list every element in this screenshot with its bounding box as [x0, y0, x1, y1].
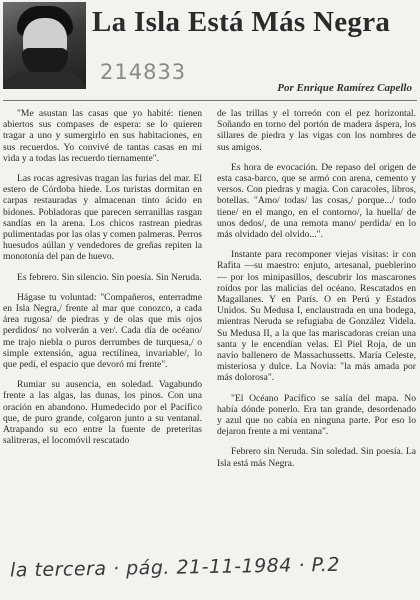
paragraph: Instante para recomponer viejas visitas: ir con Rafita —su maestro: enjuto, artesanal, pueblerino— por los minipasillos, descubrir los mascarones roídos por las malicias del océano. Rescatados en Magallanes. Y en París. O en Perú y Estados Unidos. Su Medusa I, enclaustrada en una bodega, mientras Neruda se refugiaba de González Videla. Su Medusa II, a la que las mariscadoras creían una santa y le encendían velas. El Piel Roja, de un navío ballenero de Massachussetts. María Celeste, misteriosa y dulce. La Novia: "la más amada por más dolorosa".: [217, 249, 416, 384]
handwritten-annotation: la tercera · pág. 21-11-1984 · P.2: [9, 553, 341, 582]
paragraph: "Me asustan las casas que yo habité: tienen abiertos sus compases de espera: se lo quieren tragar a uno y sumergirlo en sus habitaciones, en sus recuerdos. Yo convivé de tantas casas en mi vida y a todas las recuerdo tiernamente".: [3, 108, 202, 164]
paragraph: Las rocas agresivas tragan las furias del mar. El estero de Córdoba hiede. Los turistas dormitan en carpas restauradas y almacenan tinto ácido en bidones. Pobladoras que parecen serranillas rasgan sandías en la arena. Los chicos rastrean piedras pulimentadas por las olas y comen palmeras. Perros huesudos aúllan y vendedores de greñas repiten la monotonía del pan de huevo.: [3, 173, 202, 263]
author-photo: [3, 2, 86, 89]
paragraph: Hágase tu voluntad: "Compañeros, enterradme en Isla Negra,/ frente al mar que conozco, a cada área rugosa/ de piedras y de olas que mis ojos perdidos/ no volverán a ver/. Cada día de océano/ me trajo niebla o puros derrumbes de turquesa,/ o simple extensión, agua rectilínea, invariable/, lo que pedí, el espacio que devoró mi frente".: [3, 291, 202, 371]
column-right: [217, 108, 416, 475]
header-divider: [3, 100, 417, 101]
article-title: La Isla Está Más Negra: [92, 6, 391, 38]
filing-number-stamp: 214833: [100, 60, 187, 84]
paragraph: Es hora de evocación. De repaso del origen de esta casa-barco, que se armó con arena, cemento y versos. Con piedras y magia. Con caracoles, libros, botellas. "Amo/ todas/ las cosas,/ porque.../ todo tiene/ en el mango, en el contorno/, la huella/ de unos dedos/, de una remota mano/ perdida/ en lo más olvidado del olvido...".: [217, 161, 416, 241]
paragraph: de las trillas y el torreón con el pez horizontal. Soñando en torno del portón de madera áspera, los sillares de piedra y las vigas con los nombres de sus amigos.: [217, 108, 416, 153]
paragraph: Febrero sin Neruda. Sin soledad. Sin poesía. La Isla está más Negra.: [217, 446, 416, 469]
paragraph: Rumiar su ausencia, en soledad. Vagabundo frente a las algas, las dunas, los pinos. Con una oración en abandono. Humedecido por el Pacífico que, de puro grande, colgaron junto a su ventanal. Atrapando su eco entre la fuente de preteritas salitreras, el locomóvil rescatado: [3, 379, 202, 447]
column-left: [3, 108, 202, 455]
paragraph: Es febrero. Sin silencio. Sin poesía. Sin Neruda.: [17, 271, 202, 283]
article-byline: Por Enrique Ramírez Capello: [277, 82, 412, 94]
paragraph: "El Océano Pacífico se salía del mapa. No había dónde ponerlo. Era tan grande, desordenado y azul que no cabía en ninguna parte. Por eso lo dejaron frente a mi ventana".: [217, 392, 416, 438]
